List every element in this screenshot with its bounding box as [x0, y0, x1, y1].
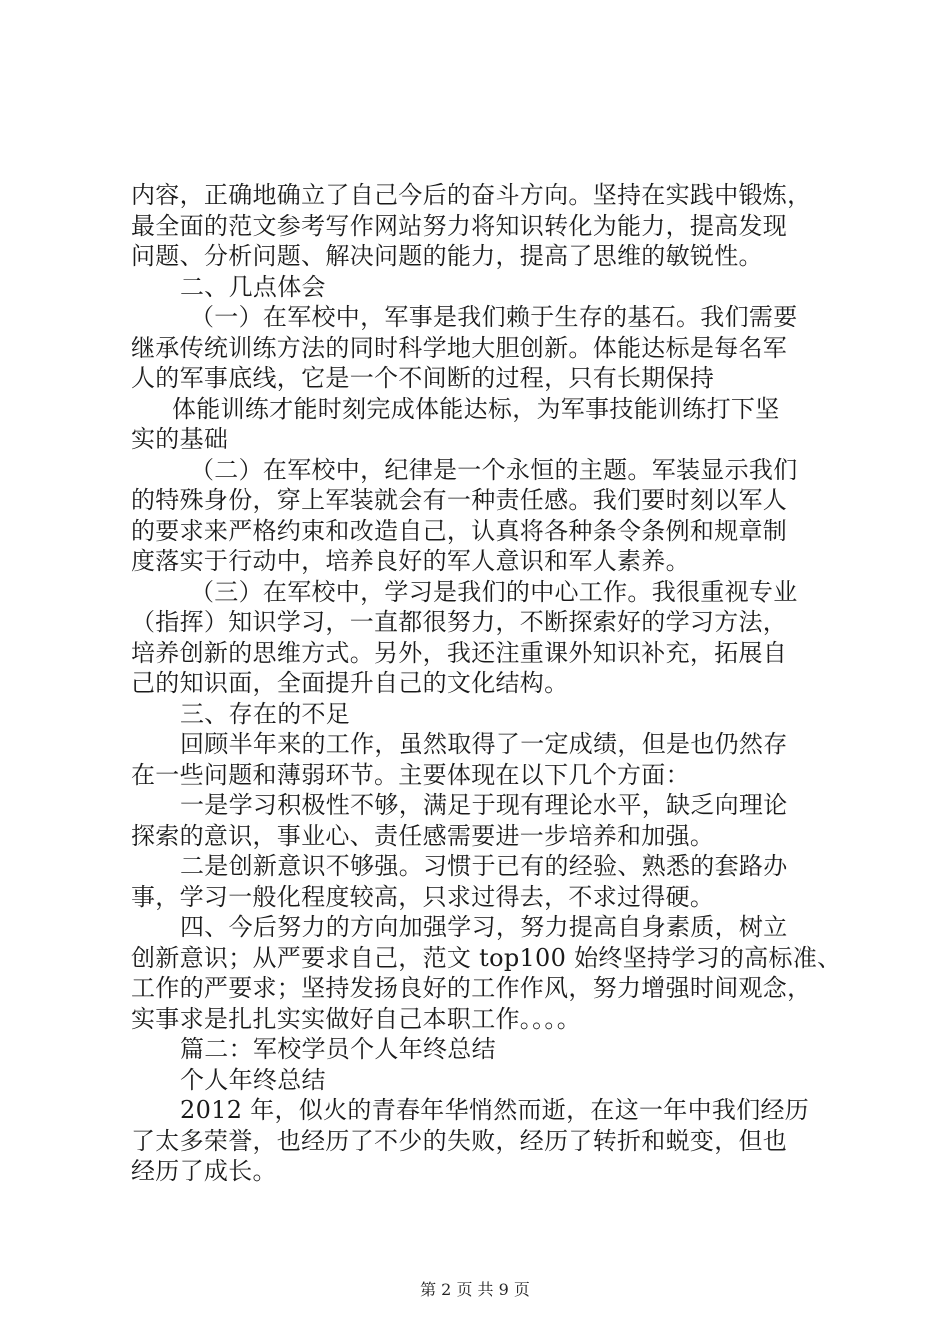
article-title: 个人年终总结 — [180, 1066, 326, 1094]
text-line: （二）在军校中，纪律是一个永恒的主题。军装显示我们 — [190, 456, 798, 484]
text-line: 己的知识面，全面提升自己的文化结构。 — [131, 669, 569, 697]
text-line: 最全面的范文参考写作网站努力将知识转化为能力，提高发现 — [131, 212, 788, 240]
text-line: 探索的意识，事业心、责任感需要进一步培养和加强。 — [131, 822, 715, 850]
text-line: 实事求是扎扎实实做好自己本职工作。。。。 — [131, 1005, 581, 1033]
text-line: （三）在军校中，学习是我们的中心工作。我很重视专业 — [190, 578, 798, 606]
text-line: 的要求来严格约束和改造自己，认真将各种条令条例和规章制 — [131, 517, 788, 545]
section-heading: 三、存在的不足 — [180, 700, 351, 728]
page-number-footer: 第 2 页 共 9 页 — [420, 1280, 530, 1299]
text-line: 创新意识；从严要求自己，范文 top100 始终坚持学习的高标准、 — [131, 944, 842, 972]
section-heading: 四、今后努力的方向加强学习，努力提高自身素质，树立 — [180, 913, 788, 941]
text-line: 的特殊身份，穿上军装就会有一种责任感。我们要时刻以军人 — [131, 486, 788, 514]
text-line: （一）在军校中，军事是我们赖于生存的基石。我们需要 — [190, 303, 798, 331]
text-line: 一是学习积极性不够，满足于现有理论水平，缺乏向理论 — [180, 791, 788, 819]
text-line: 了太多荣誉，也经历了不少的失败，经历了转折和蜕变，但也 — [131, 1127, 788, 1155]
text-line: 度落实于行动中，培养良好的军人意识和军人素养。 — [131, 547, 690, 575]
text-line: 2012 年，似火的青春年华悄然而逝，在这一年中我们经历 — [180, 1096, 810, 1124]
text-line: 人的军事底线，它是一个不间断的过程，只有长期保持 — [131, 364, 715, 392]
text-line: 工作的严要求；坚持发扬良好的工作作风，努力增强时间观念， — [131, 974, 812, 1002]
text-line: 事，学习一般化程度较高，只求过得去，不求过得硬。 — [131, 883, 715, 911]
text-line: 培养创新的思维方式。另外，我还注重课外知识补充，拓展自 — [131, 639, 788, 667]
text-line: 二是创新意识不够强。习惯于已有的经验、熟悉的套路办 — [180, 852, 788, 880]
text-line: 内容，正确地确立了自己今后的奋斗方向。坚持在实践中锻炼， — [131, 181, 812, 209]
article-heading: 篇二：军校学员个人年终总结 — [180, 1035, 496, 1063]
text-line: 经历了成长。 — [131, 1157, 277, 1185]
text-line: （指挥）知识学习，一直都很努力，不断探索好的学习方法， — [131, 608, 788, 636]
text-line: 回顾半年来的工作，虽然取得了一定成绩，但是也仍然存 — [180, 730, 788, 758]
text-line: 体能训练才能时刻完成体能达标，为军事技能训练打下坚 — [172, 395, 780, 423]
text-line: 在一些问题和薄弱环节。主要体现在以下几个方面： — [131, 761, 690, 789]
section-heading: 二、几点体会 — [180, 273, 326, 301]
text-line: 问题、分析问题、解决问题的能力，提高了思维的敏锐性。 — [131, 242, 763, 270]
text-line: 实的基础 — [131, 425, 229, 453]
text-line: 继承传统训练方法的同时科学地大胆创新。体能达标是每名军 — [131, 334, 788, 362]
